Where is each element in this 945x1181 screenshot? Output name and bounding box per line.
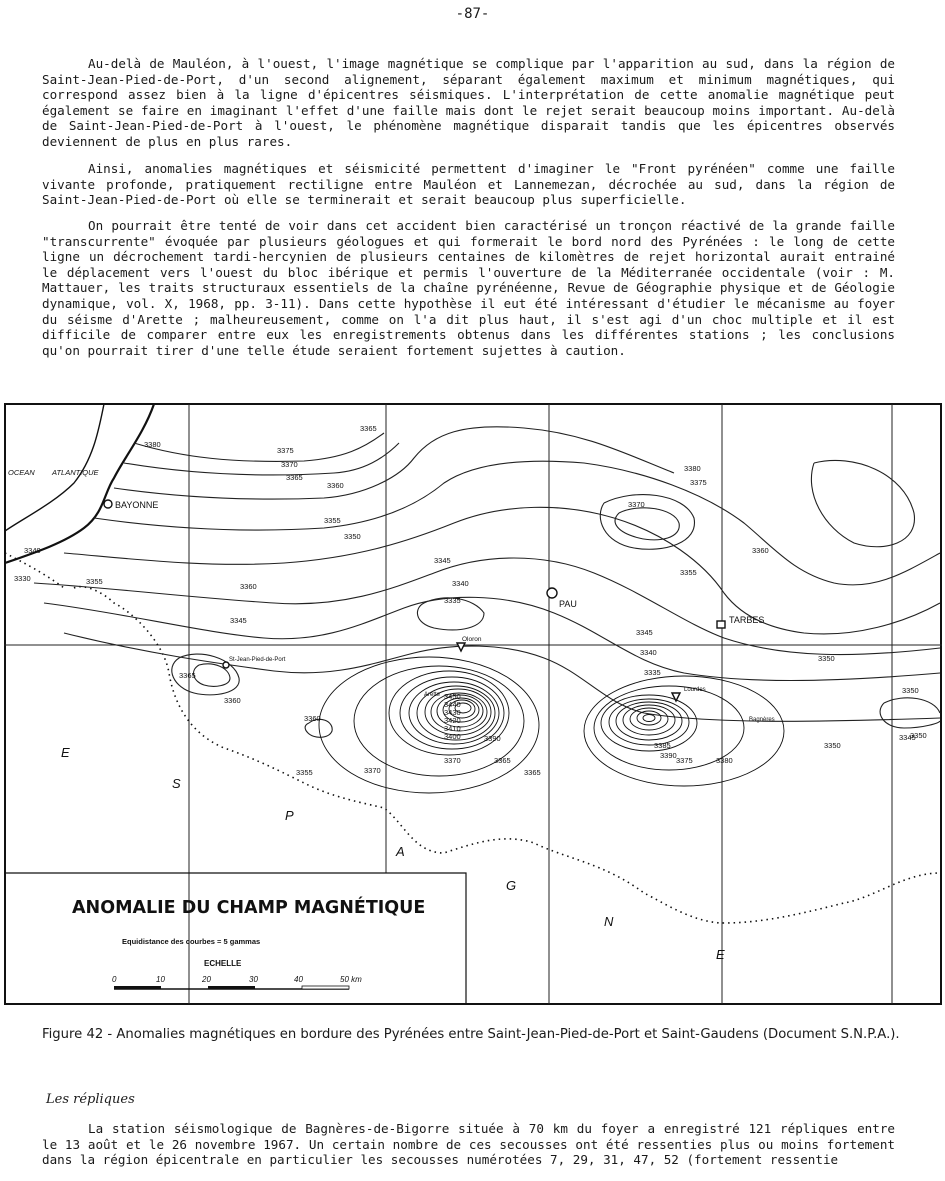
contour-label: 3365 — [360, 424, 377, 433]
contour-label: 3350 — [902, 686, 919, 695]
scale-tick: 20 — [202, 975, 211, 984]
pau-marker — [547, 588, 557, 598]
scale-bar — [114, 986, 349, 989]
contour-label: 3350 — [910, 731, 927, 740]
oloron-label: Oloron — [462, 636, 482, 643]
equidistance-note: Equidistance des courbes = 5 gammas — [122, 937, 261, 946]
contour-label: 3370 — [281, 460, 298, 469]
contour-label: 3375 — [690, 478, 707, 487]
contour-label: 3355 — [86, 577, 103, 586]
contour-label: 3330 — [14, 574, 31, 583]
page-number: -87- — [455, 6, 490, 22]
contour-label: 3360 — [752, 546, 769, 555]
contour-label: 3420 — [444, 716, 461, 725]
ocean-label: OCEAN — [8, 468, 35, 477]
contour-label: 3365 — [524, 768, 541, 777]
contour-label: 3350 — [344, 532, 361, 541]
atlantique-label: ATLANTIQUE — [52, 468, 99, 477]
paragraph-final: La station séismologique de Bagnères-de-Bigorre située à 70 km du foyer a enregistré 121 répliques entre le 13 août et le 26 novembre 1967. Un certain nombre de ces secousses ont été ressenties plus ou moins fortement dans la région épicentrale en particulier les secousses numérotées 7, 29, 31, 47, 52 (fortement ressentie — [42, 1121, 895, 1168]
paragraph-2: Ainsi, anomalies magnétiques et séismicité permettent d'imaginer le "Front pyrénéen" comme une faille vivante profonde, pratiquement rectiligne entre Mauléon et Lannemezan, décrochée au sud, dans la région de Saint-Jean-Pied-de-Port où elle se terminerait et serait beaucoup plus superficielle. — [42, 161, 895, 208]
contour-label: 3355 — [680, 568, 697, 577]
contour-label: 3370 — [628, 500, 645, 509]
paragraph-3: On pourrait être tenté de voir dans cet accident bien caractérisé un tronçon réactivé de la grande faille "transcurrente" évoquée par plusieurs géologues et qui formerait le bord nord des Pyrénées : le long de cette ligne un décrochement tardi-hercynien de plusieurs centaines de kilomètres de rejet horizontal aurait entrainé le déplacement vers l'ouest du bloc ibérique et permis l'ouverture de la Méditerranée occidentale (voir : M. Mattauer, les traits structuraux essentiels de la chaîne pyrénéenne, Revue de Géographie physique et de Géologie dynamique, vol. X, 1968, pp. 3-11). Dans cette hypothèse il eut été intéressant d'étudier le mécanisme au foyer du séisme d'Arette ; malheureusement, comme on l'a dit plus haut, il s'est agi d'un choc multiple et il est difficile de comparer entre eux les enregistrements obtenus dans les différentes stations ; les conclusions qu'on pourrait tirer d'une telle étude seraient fortement sujettes à caution. — [42, 218, 895, 358]
contour-label: 3365 — [286, 473, 303, 482]
contour-label: 3450 — [444, 692, 461, 701]
contour-label: 3390 — [660, 751, 677, 760]
country-letter: N — [604, 914, 614, 929]
country-letter: E — [716, 947, 725, 962]
bayonne-label: BAYONNE — [115, 500, 159, 510]
scale-tick: 40 — [294, 975, 303, 984]
contour-label: 3380 — [144, 440, 161, 449]
contour-label: 3340 — [640, 648, 657, 657]
contour-label: 3345 — [899, 733, 916, 742]
lourdes-label: Lourdes — [684, 687, 706, 693]
tarbes-label: TARBES — [729, 615, 765, 625]
scale-tick: 0 — [112, 975, 117, 984]
contour-label: 3335 — [444, 596, 461, 605]
contour-label: 3340 — [452, 579, 469, 588]
country-letter: A — [396, 844, 405, 859]
contour-label: 3360 — [240, 582, 257, 591]
tarbes-marker — [717, 621, 725, 628]
contour-label: 3345 — [636, 628, 653, 637]
figure-caption: Figure 42 - Anomalies magnétiques en bordure des Pyrénées entre Saint-Jean-Pied-de-Port et Saint-Gaudens (Document S.N.P.A.). — [42, 1027, 900, 1042]
contour-label: 3350 — [818, 654, 835, 663]
contour-label: 3380 — [716, 756, 733, 765]
contour-label: 3410 — [444, 724, 461, 733]
contour-label: 3370 — [444, 756, 461, 765]
magnetic-anomaly-map — [4, 403, 942, 1005]
contour-label: 3365 — [179, 671, 196, 680]
contour-label: 3345 — [434, 556, 451, 565]
scale-tick: 10 — [156, 975, 165, 984]
bayonne-marker — [104, 500, 112, 508]
scale-tick: 50 km — [340, 975, 362, 984]
map-title: ANOMALIE DU CHAMP MAGNÉTIQUE — [72, 898, 426, 918]
contour-label: 3360 — [327, 481, 344, 490]
country-letter: S — [172, 776, 181, 791]
bagneres-label: Bagnères — [749, 717, 775, 723]
paragraph-1: Au-delà de Mauléon, à l'ouest, l'image magnétique se complique par l'apparition au sud, dans la région de Saint-Jean-Pied-de-Port, d'un second alignement, séparant également maximum et minimum magnétiques, qui correspond assez bien à la ligne d'épicentres séismiques. L'interprétation de cette anomalie magnétique peut également se faire en imaginant l'effet d'une faille mais dont le rejet serait beaucoup moins important. Au-delà de Saint-Jean-Pied-de-Port à l'ouest, le phénomène magnétique disparait tandis que les épicentres observés deviennent de plus en plus rares. — [42, 56, 895, 149]
contour-label: 3355 — [324, 516, 341, 525]
scale-title: ECHELLE — [204, 959, 242, 968]
contour-label: 3355 — [296, 768, 313, 777]
contour-label: 3385 — [654, 741, 671, 750]
contour-label: 3370 — [364, 766, 381, 775]
scale-tick: 30 — [249, 975, 258, 984]
contour-label: 3440 — [444, 700, 461, 709]
contour-label: 3390 — [484, 734, 501, 743]
st-jean-label: St-Jean-Pied-de-Port — [229, 657, 286, 663]
contour-label: 3375 — [277, 446, 294, 455]
arette-label: Arette — [424, 692, 441, 698]
section-heading: Les répliques — [46, 1092, 135, 1107]
contour-label: 3360 — [304, 714, 321, 723]
contour-label: 3400 — [444, 732, 461, 741]
country-letter: G — [506, 878, 517, 893]
contour-label: 3375 — [676, 756, 693, 765]
contour-label: 3335 — [644, 668, 661, 677]
contour-label: 3430 — [444, 708, 461, 717]
contour-label: 3345 — [230, 616, 247, 625]
country-letter: P — [285, 808, 294, 823]
contour-label: 3380 — [684, 464, 701, 473]
contour-label: 3360 — [224, 696, 241, 705]
pau-label: PAU — [559, 599, 577, 609]
contour-label: 3350 — [824, 741, 841, 750]
contour-label: 3365 — [494, 756, 511, 765]
country-letter: E — [61, 745, 70, 760]
contour-label: 3340 — [24, 546, 41, 555]
